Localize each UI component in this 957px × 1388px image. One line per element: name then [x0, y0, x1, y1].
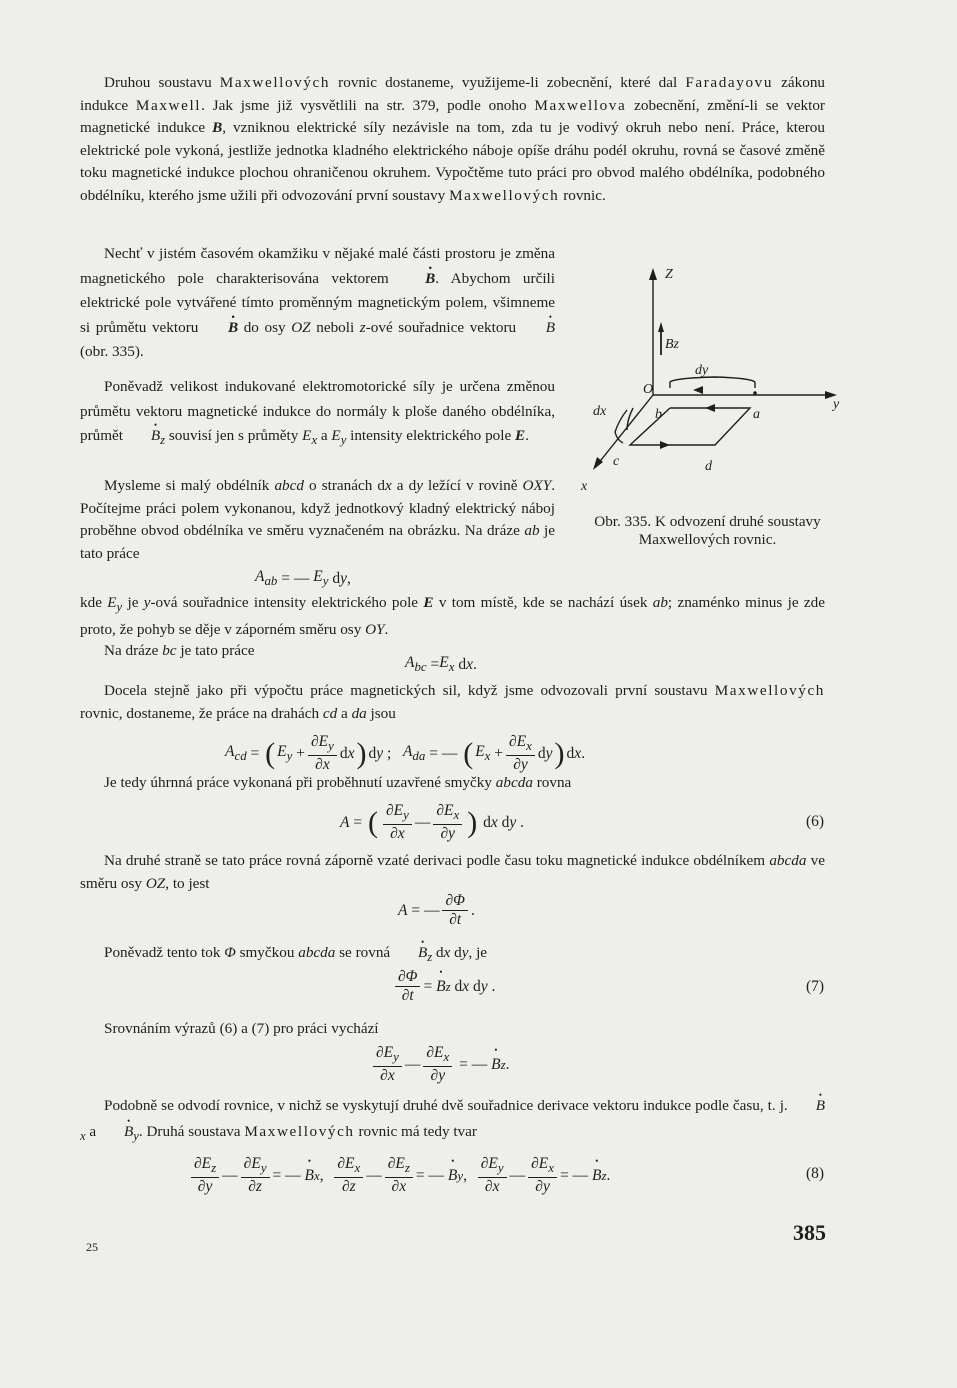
equation-abc: $A_{bc}$ = $E_x$ d x . — [405, 654, 477, 675]
equation-acd-ada: $A_{cd}$ = ( $E_y$ + $\frac{\partial E_y}{\partial x}$ d x ) d y ; $A_{da}$ = — ( $E_x$ + $\frac{\partial E_x}{\partial y}$ d y ) d x . — [225, 733, 586, 774]
paragraph-bc: Na dráze bc je tato práce — [104, 642, 255, 659]
paragraph-projection: Poněvadž velikost indukované elektromotorické síly je určena změnou průmětu vektoru magnetické indukce do normály k ploše daného obdélníka, průmět • $B_z$ souvisí jen s průměty $E_x$ a $E_y$ intensity elektrického pole E. — [80, 375, 555, 453]
paragraph-flux: Na druhé straně se tato práce rovná záporně vzaté derivaci podle času toku magnetické indukce obdélníkem abcda ve směru osy OZ, to jest — [80, 852, 825, 892]
paragraph-comparison: Srovnáním výrazů (6) a (7) pro práci vychází — [104, 1020, 379, 1037]
paragraph-rectangle: Mysleme si malý obdélník abcd o stranách dx a dy ležící v rovině OXY. Počítejme práci polem vykonanou, když jednotkový kladný elektrický náboj proběhne obvod obdélníka ve směru vyznačeném na obrázku. Na dráze ab je tato práce — [80, 477, 556, 562]
label-x-axis: x — [581, 479, 588, 494]
label-bz: Bz — [665, 337, 679, 352]
page-number: 385 — [793, 1220, 826, 1245]
label-y-axis: y — [833, 397, 840, 412]
equation-8: $\frac{\partial E_z}{\partial y}$ — $\frac{\partial E_y}{\partial z}$ = — • B x , $\frac{\partial E_x}{\partial z}$ — $\frac{\partial E_z}{\partial x}$ = — • B y , $\frac{\partial E_y}{\partial x}$ — $\frac{\partial E_x}{\partial y}$ = — • B z . — [188, 1155, 610, 1196]
paragraph-phi: Poněvadž tento tok Φ smyčkou abcda se rovná • $B_z$ dx dy, je — [80, 942, 825, 969]
figure-335-diagram — [575, 260, 855, 500]
label-origin: O — [643, 382, 654, 397]
figure-caption: Obr. 335. K odvození druhé soustavy Maxwellových rovnic. — [594, 513, 821, 548]
equation-6-number: (6) — [806, 813, 825, 830]
paragraph-cd-da: Docela stejně jako při výpočtu práce magnetických sil, když jsme odvozovali první soustavu Maxwellových rovnic, dostaneme, že práce na drahách cd a da jsou — [80, 682, 825, 722]
paragraph-total-work: Je tedy úhrnná práce vykonaná při proběhnutí uzavřené smyčky abcda rovna — [104, 774, 572, 791]
equation-aab: $A_{ab}$ = — $E_y$ d y , — [255, 568, 351, 589]
printer-signature: 25 — [86, 1240, 98, 1254]
label-dx: dx — [593, 404, 607, 419]
label-c: c — [613, 454, 620, 469]
label-d: d — [705, 459, 712, 474]
paragraph-intro: Druhou soustavu Maxwellových rovnic dostaneme, využijeme-li zobecnění, které dal Faradayovu zákonu indukce Maxwell. Jak jsme již vysvětlili na str. 379, podle onoho Maxwellova zobecnění, změní-li se vektor magnetické indukce B, vzniknou elektrické síly nezávisle na tom, zda tu je vodivý okruh nebo není. Práce, kterou elektrické pole vykoná, jestliže jednotka kladného elektrického náboje opíše dráhu podél okruhu, rovná se časové změně toku magnetické indukce plochou ohraničenou okruhem. Vypočtěme tuto práci pro obvod malého obdélníka, podobného obdélníku, kterého jsme užili při odvozování první soustavy Maxwellových rovnic. — [80, 74, 826, 204]
equation-8-number: (8) — [806, 1165, 825, 1182]
equation-flux-derivative: A = — $\frac{\partial\Phi}{\partial t}$ . — [398, 892, 475, 928]
equation-7-number: (7) — [806, 978, 825, 995]
label-dy: dy — [695, 363, 709, 378]
equation-6: A = ( $\frac{\partial E_y}{\partial x}$ — $\frac{\partial E_x}{\partial y}$ ) d x d y . — [340, 802, 524, 843]
label-b: b — [655, 407, 662, 422]
paragraph-ey: kde $E_y$ je y-ová souřadnice intensity elektrického pole E v tom místě, kde se nachází úsek ab; znaménko minus je zde proto, že pohyb se děje v záporném směru osy OY. — [80, 594, 825, 638]
paragraph-vector-b: Nechť v jistém časovém okamžiku v nějaké malé části prostoru je změna magnetického pole charakterisována vektorem • B. Abychom určili elektrické pole vytvářené tímto proměnným magnetickým polem, všimneme si průmětu vektoru • B do osy OZ neboli z-ové souřadnice vektoru • B (obr. 335). — [80, 242, 555, 365]
equation-result-z: $\frac{\partial E_y}{\partial x}$ — $\frac{\partial E_x}{\partial y}$ = — • B z . — [370, 1044, 510, 1085]
label-a: a — [753, 407, 760, 422]
paragraph-second-system: Podobně se odvodí rovnice, v nichž se vyskytují druhé dvě souřadnice derivace vektoru indukce podle času, t. j. • $B_x$ a • $B_y$. Druhá soustava Maxwellových rovnic má tedy tvar — [80, 1093, 825, 1149]
label-z-axis: Z — [665, 267, 673, 282]
equation-7: $\frac{\partial\Phi}{\partial t}$ = • B z d x d y . — [392, 968, 495, 1005]
